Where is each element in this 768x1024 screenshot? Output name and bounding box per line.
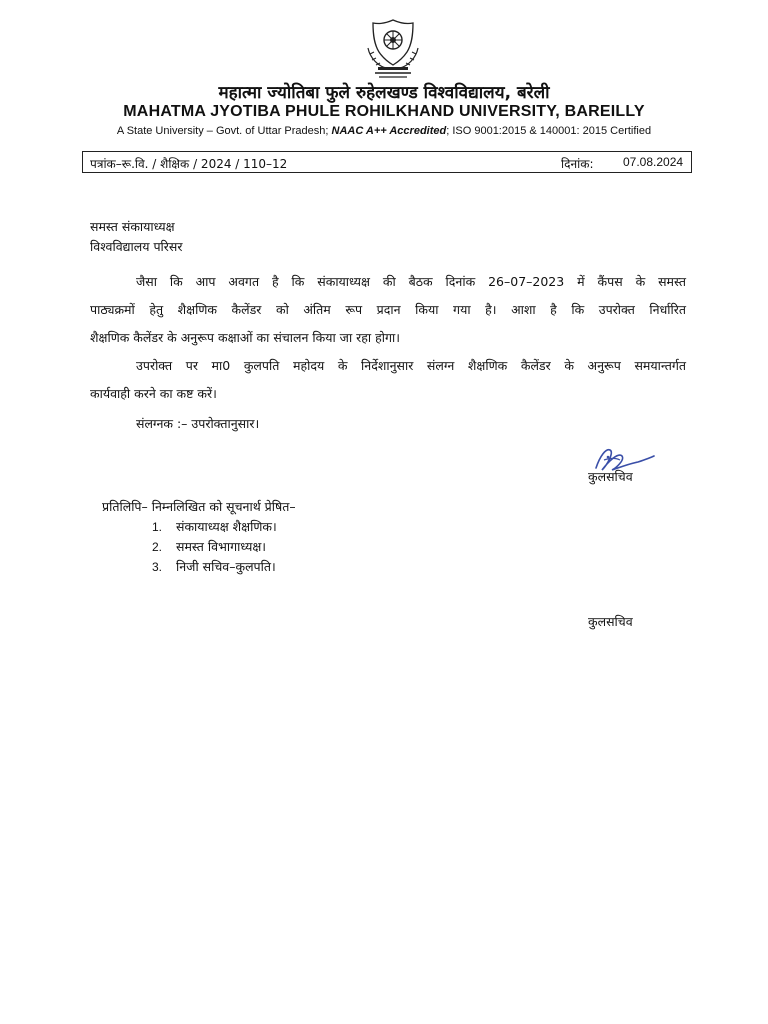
reference-box	[82, 151, 692, 173]
paragraph-2-line-2: कार्यवाही करने का कष्ट करें।	[90, 386, 217, 401]
paragraph-1-line-3: शैक्षणिक कैलेंडर के अनुरूप कक्षाओं का संचालन किया जा रहा होगा।	[90, 330, 401, 345]
list-item-number: 3.	[152, 560, 163, 574]
university-subline	[0, 125, 768, 137]
subline-part1: A State University – Govt. of Uttar Pradesh;	[116, 125, 332, 137]
university-name-english: MAHATMA JYOTIBA PHULE ROHILKHAND UNIVERSITY, BAREILLY	[123, 103, 645, 120]
copy-to-heading: प्रतिलिपि– निम्नलिखित को सूचनार्थ प्रेषित–	[102, 499, 296, 514]
reference-number: पत्रांक–रू.वि. / शैक्षिक / 2024 / 110–12	[90, 157, 288, 171]
subline-part2: ; ISO 9001:2015 & 140001: 2015 Certified	[446, 125, 652, 137]
list-item-text: संकायाध्यक्ष शैक्षणिक।	[176, 519, 277, 534]
university-emblem-icon	[364, 18, 422, 80]
list-item	[152, 557, 277, 577]
list-item-number: 1.	[152, 520, 163, 534]
list-item-text: निजी सचिव–कुलपति।	[176, 559, 276, 574]
copy-to-list	[152, 517, 277, 577]
paragraph-1-line-1: जैसा कि आप अवगत है कि संकायाध्यक्ष की बैठक दिनांक 26–07–2023 में कैंपस के समस्त	[136, 274, 686, 289]
list-item-text: समस्त विभागाध्यक्ष।	[176, 539, 267, 554]
registrar-designation: कुलसचिव	[588, 614, 633, 629]
letter-date: 07.08.2024	[623, 155, 684, 169]
date-label: दिनांक:	[561, 157, 594, 171]
naac-accreditation: NAAC A++ Accredited	[331, 125, 447, 137]
list-item-number: 2.	[152, 540, 163, 554]
university-name-hindi: महात्मा ज्योतिबा फुले रुहेलखण्ड विश्वविद्यालय, बरेली	[218, 83, 550, 103]
enclosure-line: संलग्नक :– उपरोक्तानुसार।	[136, 416, 260, 431]
list-item	[152, 537, 277, 557]
addressee-line-2: विश्वविद्यालय परिसर	[90, 239, 183, 254]
signature-designation: कुलसचिव	[588, 469, 633, 484]
paragraph-1-line-2: पाठ्यक्रमों हेतु शैक्षणिक कैलेंडर को अंतिम रूप प्रदान किया गया है। आशा है कि उपरोक्त निर्धारित	[90, 302, 686, 317]
addressee-line-1: समस्त संकायाध्यक्ष	[90, 219, 175, 234]
paragraph-2-line-1: उपरोक्त पर मा0 कुलपति महोदय के निर्देशानुसार संलग्न शैक्षणिक कैलेंडर के अनुरूप समयान्तर्गत	[136, 358, 686, 373]
list-item	[152, 517, 277, 537]
